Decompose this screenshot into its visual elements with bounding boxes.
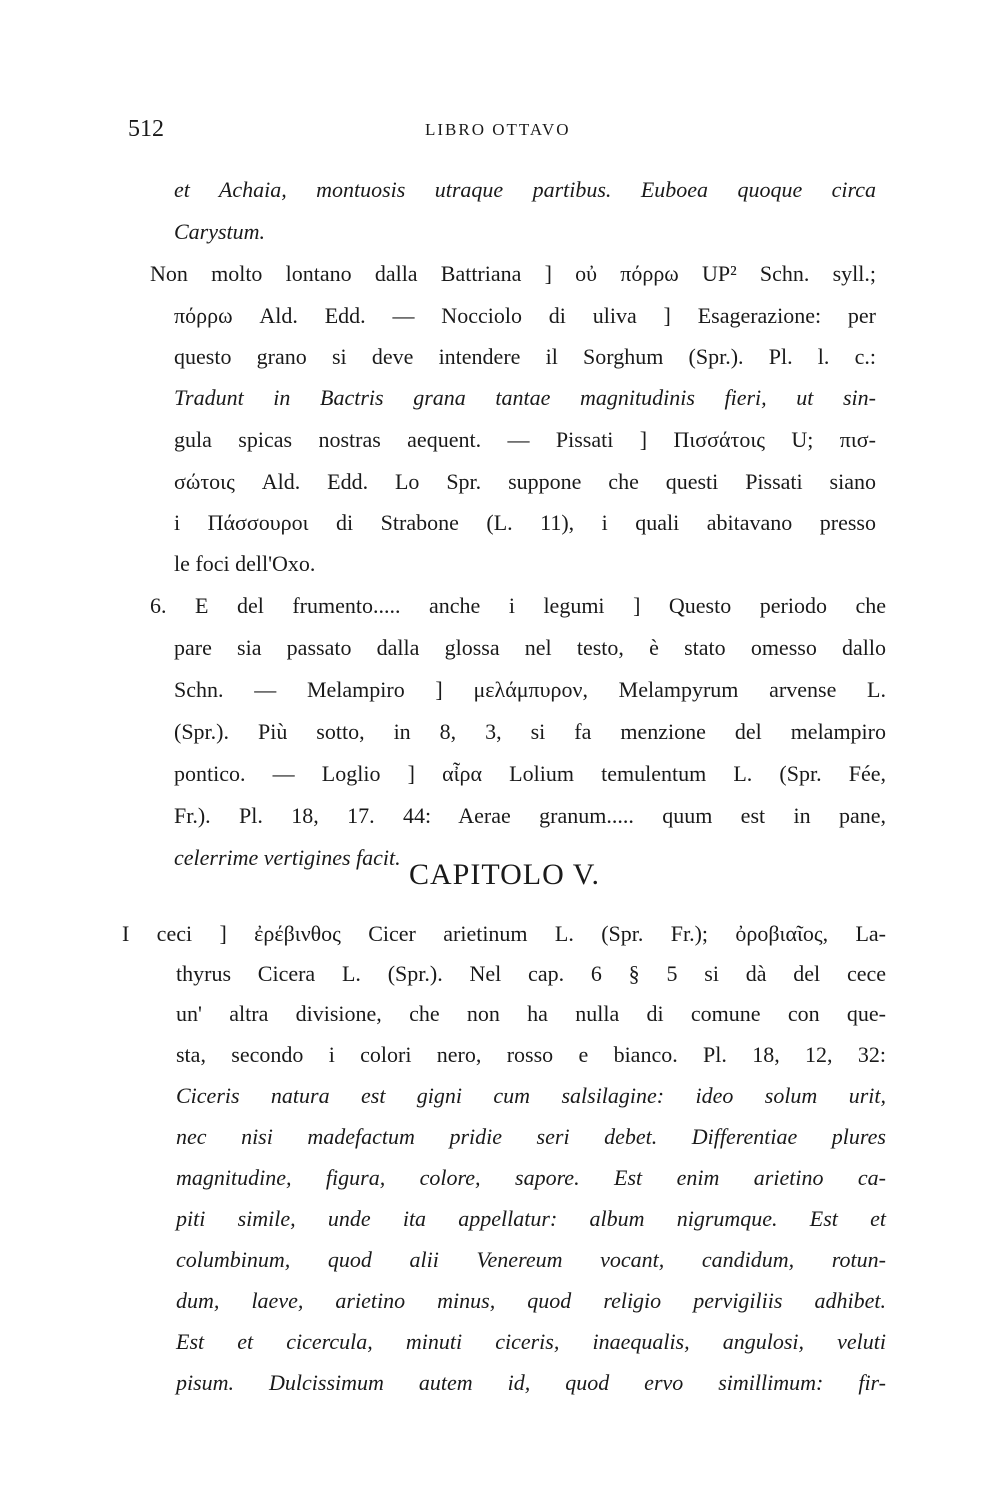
text-line: Tradunt in Bactris grana tantae magnitudinis fieri, ut sin- [174, 385, 876, 410]
text-line: gula spicas nostras aequent. — Pissati ] Πισσάτοις U; πισ- [174, 427, 876, 452]
text-line: thyrus Cicera L. (Spr.). Nel cap. 6 § 5 si dà del cece [176, 961, 886, 986]
text-line: un' altra divisione, che non ha nulla di comune con que- [176, 1001, 886, 1026]
running-title: LIBRO OTTAVO [425, 120, 571, 139]
text-line: columbinum, quod alii Venereum vocant, candidum, rotun- [176, 1247, 886, 1272]
text-line: Non molto lontano dalla Battriana ] οὐ πόρρω UP² Schn. syll.; [150, 261, 876, 286]
text-line: et Achaia, montuosis utraque partibus. Euboea quoque circa [174, 177, 876, 202]
text-line: le foci dell'Oxo. [174, 551, 316, 576]
text-line: (Spr.). Più sotto, in 8, 3, si fa menzione del melampiro [174, 719, 886, 744]
text-line: pontico. — Loglio ] αἶρα Lolium temulentum L. (Spr. Fée, [174, 761, 886, 786]
text-line: πόρρω Ald. Edd. — Nocciolo di uliva ] Esagerazione: per [174, 303, 876, 328]
chapter-title: CAPITOLO V. [409, 858, 601, 891]
text-line: σώτοις Ald. Edd. Lo Spr. suppone che questi Pissati siano [174, 469, 876, 494]
text-line: celerrime vertigines facit. [174, 845, 401, 870]
text-line: Carystum. [174, 219, 266, 244]
text-line: magnitudine, figura, colore, sapore. Est enim arietino ca- [176, 1165, 886, 1190]
text-line: 6. E del frumento..... anche i legumi ] Questo periodo che [150, 593, 886, 618]
text-line: Fr.). Pl. 18, 17. 44: Aerae granum..... quum est in pane, [174, 803, 886, 828]
text-line: pare sia passato dalla glossa nel testo, è stato omesso dallo [174, 635, 886, 660]
text-line: pisum. Dulcissimum autem id, quod ervo simillimum: fir- [176, 1370, 886, 1395]
text-line: Schn. — Melampiro ] μελάμπυρον, Melampyrum arvense L. [174, 677, 886, 702]
text-line: sta, secondo i colori nero, rosso e bianco. Pl. 18, 12, 32: [176, 1042, 886, 1067]
text-line: Est et cicercula, minuti ciceris, inaequalis, angulosi, veluti [176, 1329, 886, 1354]
text-line: dum, laeve, arietino minus, quod religio pervigiliis adhibet. [176, 1288, 886, 1313]
text-line: I ceci ] ἐρέβινθος Cicer arietinum L. (Spr. Fr.); ὀροβιαῖος, La- [122, 921, 886, 946]
text-line: Ciceris natura est gigni cum salsilagine: ideo solum urit, [176, 1083, 886, 1108]
text-line: questo grano si deve intendere il Sorghum (Spr.). Pl. l. c.: [174, 344, 876, 369]
page-number: 512 [128, 116, 164, 142]
text-line: i Πάσσουροι di Strabone (L. 11), i quali abitavano presso [174, 510, 876, 535]
text-line: nec nisi madefactum pridie seri debet. Differentiae plures [176, 1124, 886, 1149]
text-line: piti simile, unde ita appellatur: album nigrumque. Est et [176, 1206, 886, 1231]
